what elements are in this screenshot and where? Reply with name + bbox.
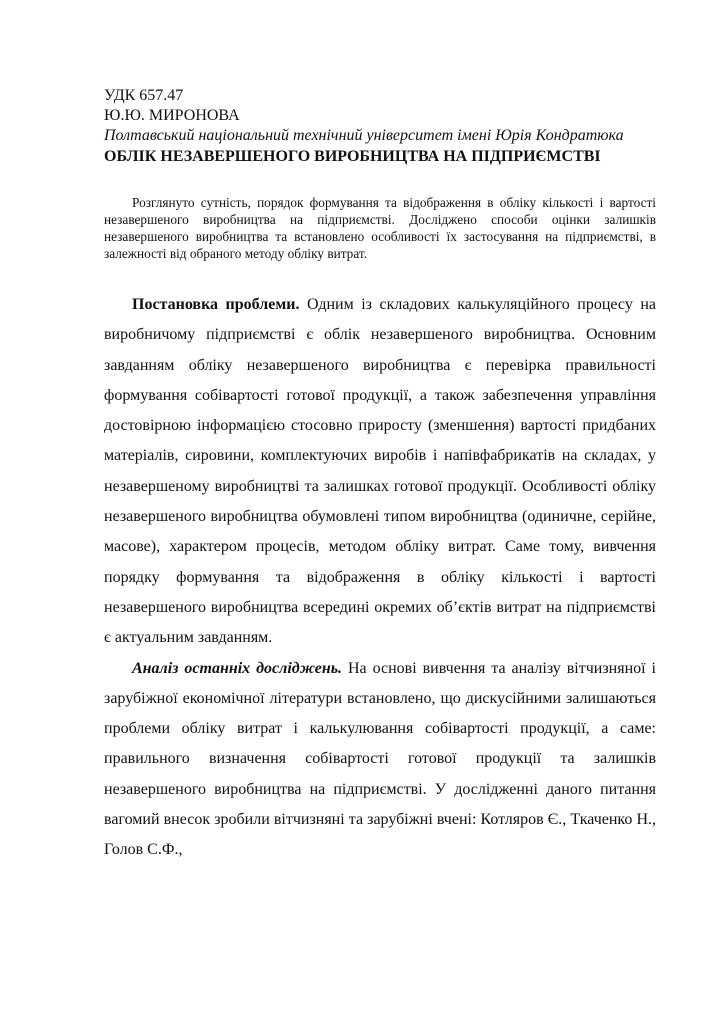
section-problem-statement [104, 290, 656, 654]
author-name: Ю.Ю. МИРОНОВА [104, 107, 240, 124]
section-text-literature-review: На основі вивчення та аналізу вітчизняної і зарубіжної економічної літератури встановлено, що дискусійними залишаються проблеми обліку витрат і калькулювання собівартості продукції, а саме: правильного визначення собівартості готової продукції та залишків незавершеного виробництва на підприємстві. У дослідженні даного питання вагомий внесок зробили вітчизняні та зарубіжні вчені: Котляров Є., Ткаченко Н., Голов С.Ф., [104, 659, 656, 859]
section-text-problem-statement: Одним із складових калькуляційного процесу на виробничому підприємстві є облік незавершеного виробництва. Основним завданням обліку незавершеного виробництва є перевірка правильності формування собівартості готової продукції, а також забезпечення управління достовірною інформацією стосовно приросту (зменшення) вартості придбаних матеріалів, сировини, комплектуючих виробів і напівфабрикатів на складах, у незавершеному виробництві та залишках готової продукції. Особливості обліку незавершеного виробництва обумовлені типом виробництва (одиничне, серійне, масове), характером процесів, методом обліку витрат. Саме тому, вивчення порядку формування та відображення в обліку кількості і вартості незавершеного виробництва всередині окремих об’єктів витрат на підприємстві є актуальним завданням. [104, 296, 656, 647]
paper-title: ОБЛІК НЕЗАВЕРШЕНОГО ВИРОБНИЦТВА НА ПІДПРИЄМСТВІ [104, 148, 601, 165]
section-lead-literature-review: Аналіз останніх досліджень. [132, 659, 343, 677]
section-lead-problem-statement: Постановка проблеми. [132, 296, 300, 313]
section-literature-review [104, 654, 656, 866]
document-page [104, 86, 656, 866]
udk-code: УДК 657.47 [104, 87, 184, 104]
author-affiliation: Полтавський національний технічний університет імені Юрія Кондратюка [104, 127, 624, 144]
abstract: Розглянуто сутність, порядок формування та відображення в обліку кількості і вартості незавершеного виробництва на підприємстві. Досліджено способи оцінки залишків незавершеного виробництва та встановлено особливості їх застосування на підприємстві, в залежності від обраного методу обліку витрат. [104, 195, 656, 261]
